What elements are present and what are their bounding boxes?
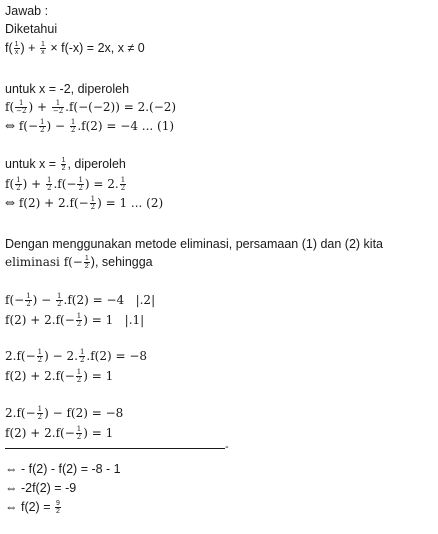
given-heading: Diketahui xyxy=(5,22,58,36)
elim-step-2-eq-2: f(2) + 2.f(− $\frac{1}{2}$ ) = 1 xyxy=(5,368,114,384)
elimination-text-line-1: Dengan menggunakan metode eliminasi, persamaan (1) dan (2) kita xyxy=(5,237,383,251)
elim-step-3-eq-2: f(2) + 2.f(− $\frac{1}{2}$ ) = 1 xyxy=(5,425,114,441)
elim-step-1-eq-2: f(2) + 2.f(− $\frac{1}{2}$ ) = 1 |.1| xyxy=(5,312,145,328)
final-answer: ⇔ f(2) = $\frac{9}{2}$ xyxy=(5,500,60,516)
substitution-x-half: f( $\frac{1}{2}$ ) + $\frac{1}{2}$ .f(− $\frac{1}{2}$ ) = 2. $\frac{1}{2}$ xyxy=(5,176,126,192)
subtraction-sign: - xyxy=(225,441,229,453)
result-step-1: ⇔ - f(2) - f(2) = -8 - 1 xyxy=(5,462,121,476)
answer-heading: Jawab : xyxy=(5,4,49,18)
elim-step-3-eq-1: 2.f(− $\frac{1}{2}$ ) − f(2) = −8 xyxy=(5,405,124,421)
case-x-minus-2-heading: untuk x = -2, diperoleh xyxy=(5,82,130,96)
case-x-half-heading: untuk x = $\frac{1}{2}$ , diperoleh xyxy=(5,157,126,173)
elim-step-1-eq-1: f(− $\frac{1}{2}$ ) − $\frac{1}{2}$ .f(2) = −4 |.2| xyxy=(5,292,156,308)
equation-2: ⇔ f(2) + 2.f(− $\frac{1}{2}$ ) = 1 ... (2) xyxy=(5,195,164,211)
subtraction-rule xyxy=(5,448,225,449)
substitution-x-minus-2: f( $\frac{1}{-2}$ ) + $\frac{1}{-2}$ .f(−(−2)) = 2.(−2) xyxy=(5,99,177,115)
elim-step-2-eq-1: 2.f(− $\frac{1}{2}$ ) − 2. $\frac{1}{2}$ .f(2) = −8 xyxy=(5,348,148,364)
elimination-text-line-2: eliminasi f(− $\frac{1}{2}$ ), sehingga xyxy=(5,255,153,271)
given-equation: f( $\frac{1}{x}$ ) + $\frac{1}{x}$ × f(-x) = 2x, x ≠ 0 xyxy=(5,41,145,57)
equation-1: ⇔ f(− $\frac{1}{2}$ ) − $\frac{1}{2}$ .f(2) = −4 ... (1) xyxy=(5,118,175,134)
result-step-2: ⇔ -2f(2) = -9 xyxy=(5,481,77,495)
